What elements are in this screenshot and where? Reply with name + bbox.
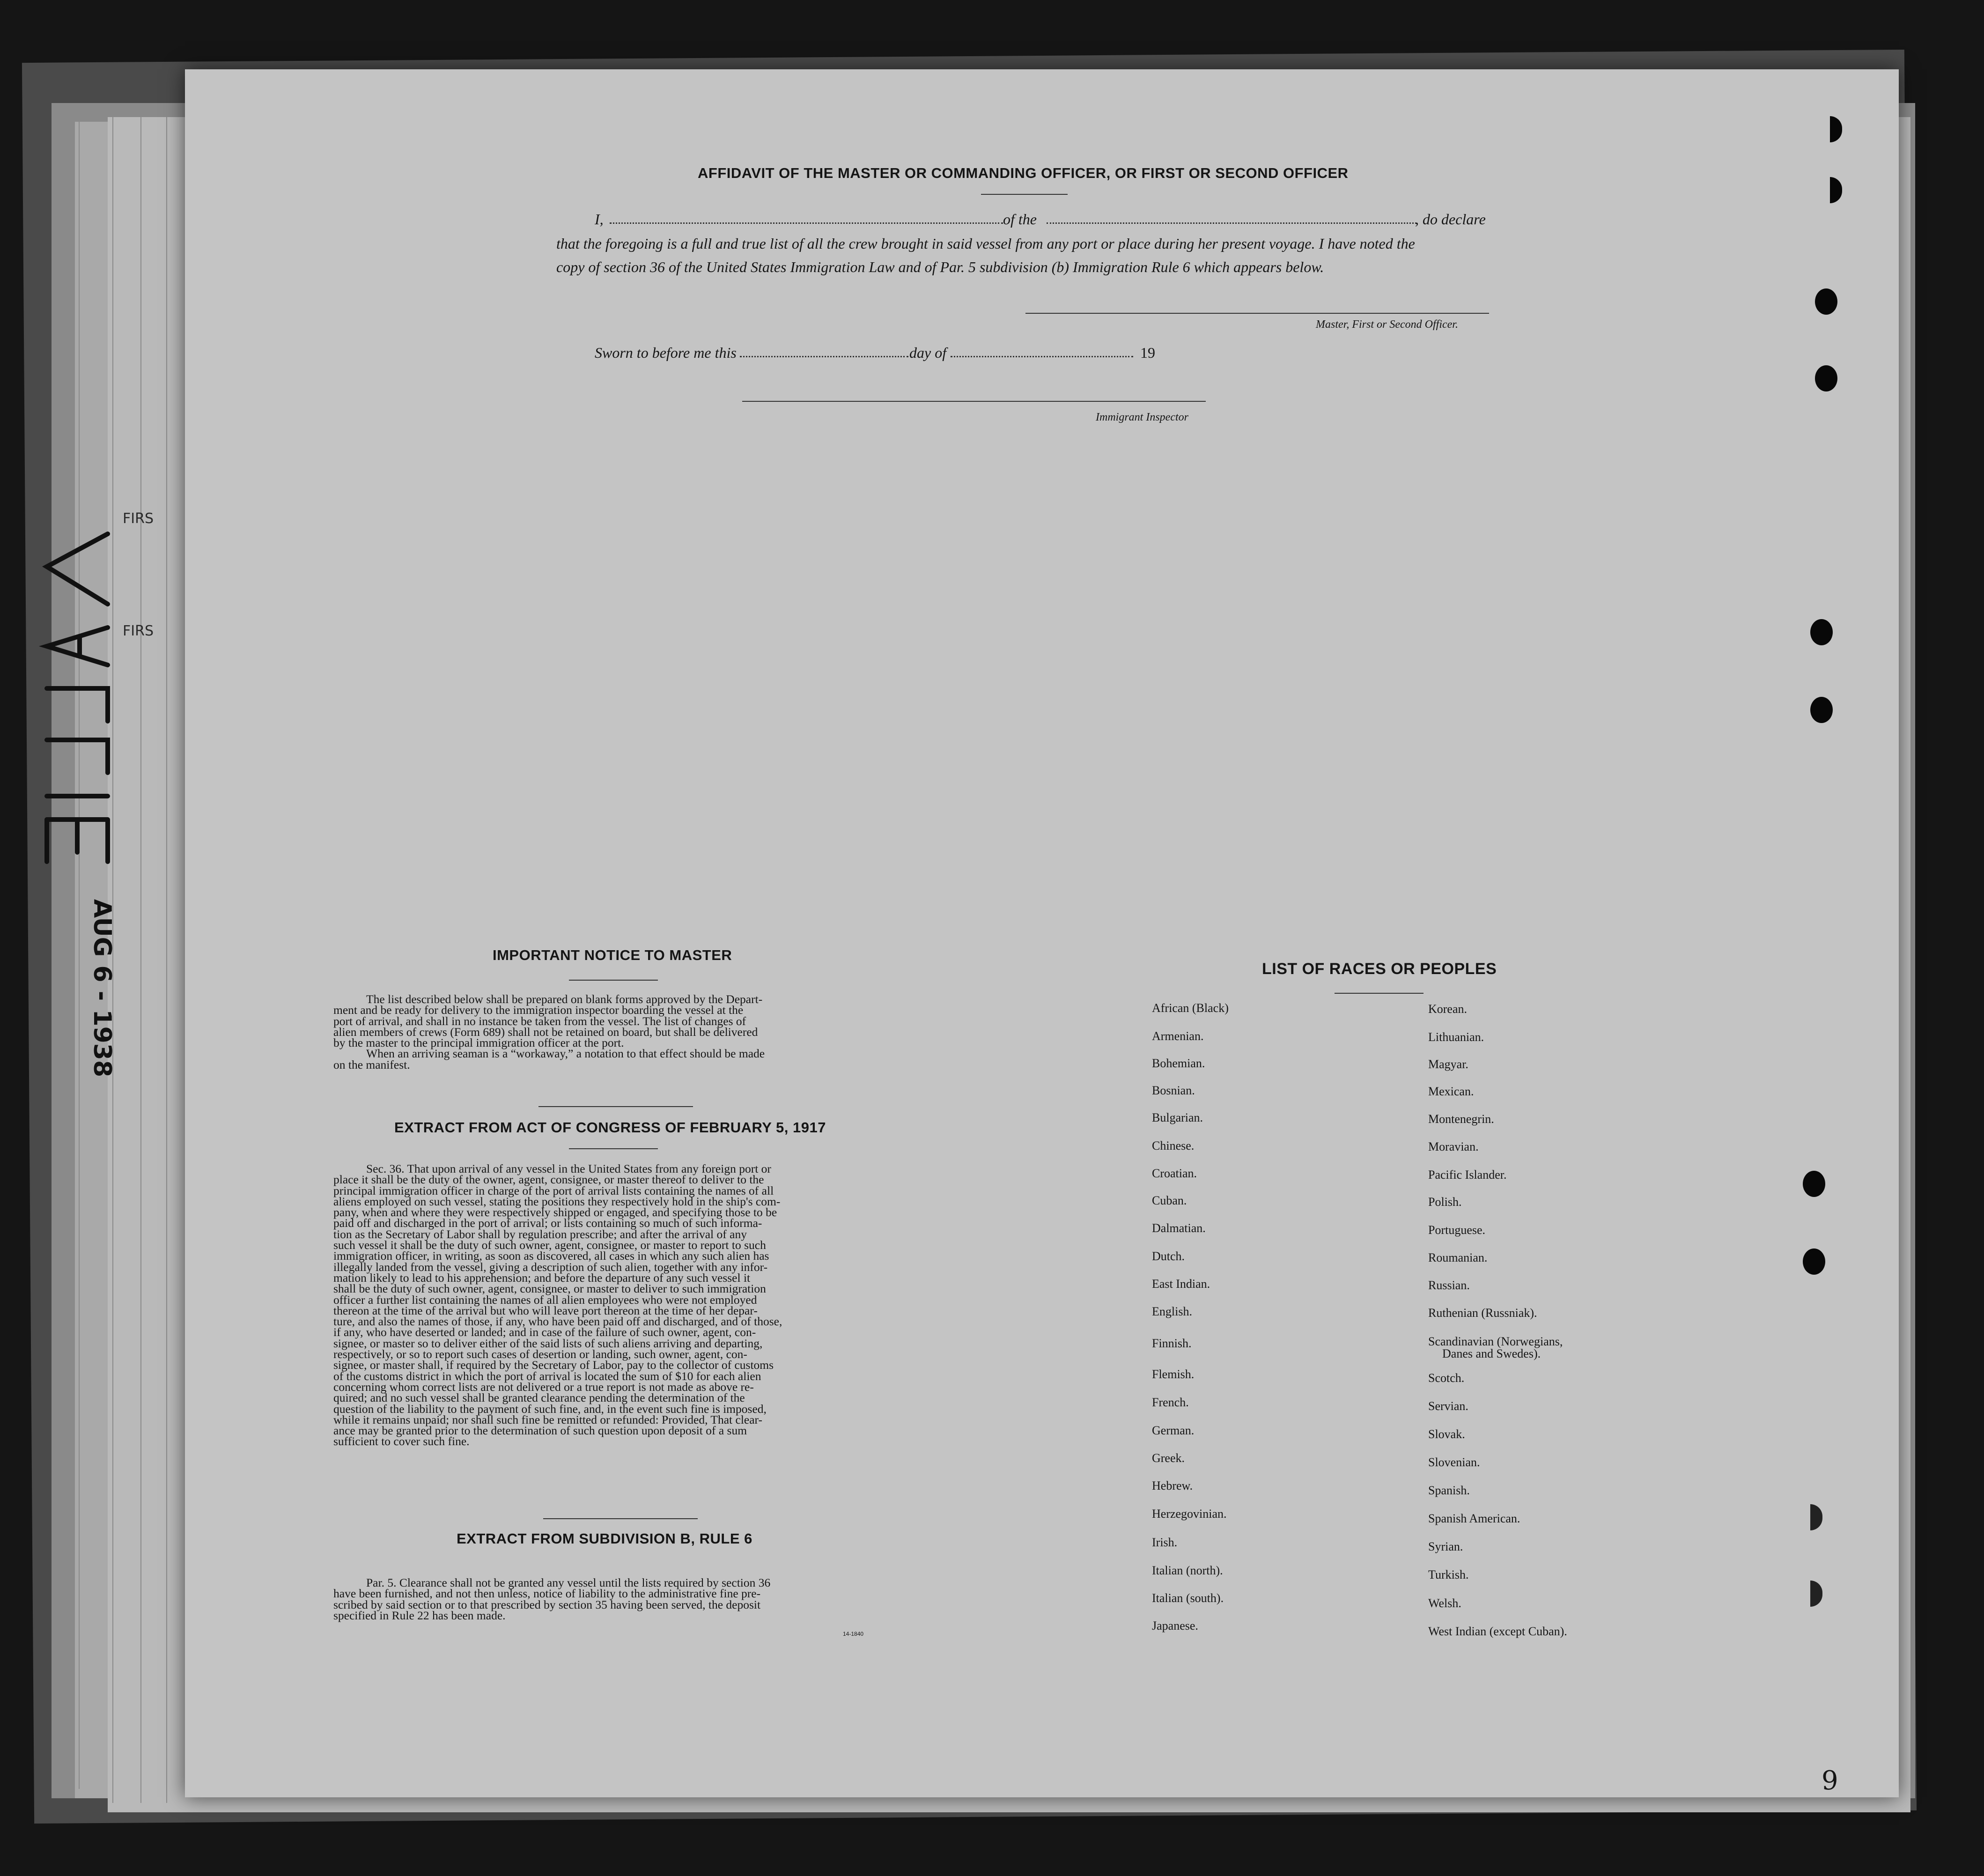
notice-paragraph xyxy=(333,994,893,1070)
race-item: Danes and Swedes). xyxy=(1442,1347,1541,1360)
signature-label: Master, First or Second Officer. xyxy=(1316,318,1458,331)
page-edge-line xyxy=(79,122,80,1789)
race-item: Scotch. xyxy=(1428,1371,1465,1385)
rule-line: Par. 5. Clearance shall not be granted any vessel until the lists required by section 36 xyxy=(366,1576,771,1589)
notice-line: When an arriving seaman is a “workaway,” a notation to that effect should be made xyxy=(366,1047,765,1061)
act-line: quired; and no such vessel shall be granted clearance pending the determination of the xyxy=(333,1391,745,1405)
race-item: Dalmatian. xyxy=(1152,1221,1206,1235)
act-line: thereon at the time of the arrival but who will leave port thereon at the time of her depar- xyxy=(333,1303,758,1317)
race-item: Slovenian. xyxy=(1428,1455,1480,1469)
race-item: French. xyxy=(1152,1396,1189,1409)
act-line: signee, or master so to deliver either of the said lists of such aliens arriving and departing, xyxy=(333,1336,763,1350)
extract-rule-paragraph xyxy=(333,1577,893,1621)
punch-hole xyxy=(1810,619,1833,645)
race-item: Italian (south). xyxy=(1152,1591,1224,1605)
act-line: question of the liability to the payment of such fine, and, in the event such fine is imposed, xyxy=(333,1402,767,1416)
race-item: English. xyxy=(1152,1305,1192,1318)
race-item: Spanish American. xyxy=(1428,1512,1520,1525)
document-page xyxy=(185,69,1899,1797)
affidavit-i-label: I, xyxy=(595,211,604,228)
race-item: Finnish. xyxy=(1152,1337,1192,1350)
race-item: Scandinavian (Norwegians, xyxy=(1428,1335,1563,1348)
race-item: Servian. xyxy=(1428,1399,1468,1413)
race-item: Herzegovinian. xyxy=(1152,1507,1227,1521)
date-stamp-text: AUG 6 - 1938 xyxy=(88,899,116,1078)
handwritten-name-strokes xyxy=(28,524,122,908)
act-line: paid off and discharged in the port of arrival; or lists containing so much of such informa- xyxy=(333,1216,762,1230)
affidavit-body-line: copy of section 36 of the United States Immigration Law and of Par. 5 subdivision (b) Immigration Rule 6 which appears below. xyxy=(556,259,1324,275)
notice-line: on the manifest. xyxy=(333,1057,410,1071)
race-item: Bohemian. xyxy=(1152,1056,1205,1070)
race-item: Irish. xyxy=(1152,1536,1178,1549)
divider xyxy=(538,1106,693,1107)
act-line: respectively, or so to report such cases of desertion or landing, such owner, agent, con- xyxy=(333,1347,747,1361)
punch-hole xyxy=(1803,1248,1825,1275)
punch-hole xyxy=(1815,365,1837,391)
act-line: aliens employed on such vessel, stating the positions they respectively hold in the ship's com- xyxy=(333,1194,781,1208)
signature-line xyxy=(1025,313,1489,314)
punch-hole xyxy=(1815,288,1837,315)
race-item: Roumanian. xyxy=(1428,1251,1488,1264)
page-edge-line xyxy=(140,117,141,1803)
vessel-blank xyxy=(1047,222,1416,224)
punch-hole xyxy=(1803,1171,1825,1197)
affidavit-title: AFFIDAVIT OF THE MASTER OR COMMANDING OFFICER, OR FIRST OR SECOND OFFICER xyxy=(698,165,1349,181)
act-line: concerning whom correct lists are not delivered or a true report is not made as above re- xyxy=(333,1380,754,1394)
race-item: Pacific Islander. xyxy=(1428,1168,1507,1182)
act-line: while it remains unpaid; nor shall such fine be remitted or refunded: Provided, That clear- xyxy=(333,1412,763,1426)
notice-line: ment and be ready for delivery to the immigration inspector boarding the vessel at the xyxy=(333,1003,744,1017)
affidavit-declare-label: , do declare xyxy=(1415,211,1486,228)
date-stamp xyxy=(83,890,121,1086)
race-item: Mexican. xyxy=(1428,1085,1474,1098)
race-item: Syrian. xyxy=(1428,1540,1463,1553)
race-item: African (Black) xyxy=(1152,1001,1229,1015)
races-title: LIST OF RACES OR PEOPLES xyxy=(1262,960,1497,978)
affidavit-of-the-label: of the xyxy=(1003,211,1037,228)
race-item: Japanese. xyxy=(1152,1619,1198,1632)
act-line: if any, who have deserted or landed; and in case of the failure of such owner, agent, con- xyxy=(333,1325,756,1339)
inspector-signature-line xyxy=(742,401,1206,402)
act-line: tion as the Secretary of Labor shall by regulation prescribe; and after the arrival of any xyxy=(333,1227,747,1241)
race-item: Welsh. xyxy=(1428,1596,1461,1610)
affidavit-body-line: that the foregoing is a full and true list of all the crew brought in said vessel from any port or place during her present voyage. I have noted the xyxy=(556,235,1415,252)
race-item: Bulgarian. xyxy=(1152,1111,1203,1124)
act-line: officer a further list containing the names of all alien employees who were not employed xyxy=(333,1293,757,1307)
edge-label: FIRS xyxy=(123,623,154,639)
act-line: sufficient to cover such fine. xyxy=(333,1434,470,1448)
rule-line: specified in Rule 22 has been made. xyxy=(333,1608,506,1622)
race-item: Portuguese. xyxy=(1428,1223,1486,1237)
rule-line: have been furnished, and not then unless, notice of liability to the administrative fine pre- xyxy=(333,1587,761,1601)
divider xyxy=(543,1518,698,1519)
race-item: Bosnian. xyxy=(1152,1084,1195,1097)
notice-line: by the master to the principal immigration officer at the port. xyxy=(333,1036,624,1050)
race-item: Moravian. xyxy=(1428,1140,1479,1153)
act-line: signee, or master shall, if required by the Secretary of Labor, pay to the collector of customs xyxy=(333,1358,774,1372)
act-line: ance may be granted prior to the determination of such question upon deposit of a sum xyxy=(333,1424,747,1438)
race-item: Ruthenian (Russniak). xyxy=(1428,1306,1537,1320)
notice-title: IMPORTANT NOTICE TO MASTER xyxy=(493,947,732,963)
act-line: immigration officer, in writing, as soon as discovered, all cases in which any such alien has xyxy=(333,1249,769,1263)
act-line: illegally landed from the vessel, giving a description of such alien, together with any infor- xyxy=(333,1260,768,1274)
race-item: Lithuanian. xyxy=(1428,1030,1484,1044)
race-item: Chinese. xyxy=(1152,1139,1195,1152)
race-item: Slovak. xyxy=(1428,1427,1465,1441)
act-line: place it shall be the duty of the owner, agent, consignee, or master thereof to deliver to the xyxy=(333,1173,764,1187)
divider xyxy=(981,194,1068,195)
race-item: Korean. xyxy=(1428,1002,1468,1016)
inspector-label: Immigrant Inspector xyxy=(1096,411,1188,423)
name-blank xyxy=(610,222,1003,224)
race-item: Dutch. xyxy=(1152,1249,1185,1263)
divider xyxy=(1335,993,1423,994)
extract-act-title: EXTRACT FROM ACT OF CONGRESS OF FEBRUARY 5, 1917 xyxy=(394,1119,826,1136)
notice-line: The list described below shall be prepared on blank forms approved by the Depart- xyxy=(366,992,763,1006)
divider xyxy=(569,1148,658,1149)
race-item: Italian (north). xyxy=(1152,1564,1223,1577)
race-item: Flemish. xyxy=(1152,1367,1195,1381)
race-item: West Indian (except Cuban). xyxy=(1428,1625,1567,1638)
day-blank xyxy=(740,356,908,357)
act-line: principal immigration officer in charge of the port of arrival lists containing the names of all xyxy=(333,1183,774,1197)
race-item: Hebrew. xyxy=(1152,1479,1193,1492)
act-line: ture, and also the names of those, if any, who have been paid off and discharged, and of those, xyxy=(333,1315,782,1329)
extract-act-paragraph xyxy=(333,1163,893,1447)
race-item: Turkish. xyxy=(1428,1568,1469,1581)
race-item: Russian. xyxy=(1428,1278,1470,1292)
race-item: Cuban. xyxy=(1152,1194,1187,1207)
act-line: Sec. 36. That upon arrival of any vessel in the United States from any foreign port or xyxy=(366,1162,771,1175)
act-line: pany, when and where they were respectively shipped or engaged, and specifying those to be xyxy=(333,1205,777,1219)
sworn-text: Sworn to before me this xyxy=(595,344,737,361)
race-item: Montenegrin. xyxy=(1428,1112,1494,1126)
act-line: such vessel it shall be the duty of such owner, agent, consignee, or master to report to such xyxy=(333,1238,766,1252)
race-item: Armenian. xyxy=(1152,1029,1204,1043)
race-item: German. xyxy=(1152,1424,1195,1437)
notice-line: port of arrival, and shall in no instance be taken from the vessel. The list of changes of xyxy=(333,1014,746,1028)
month-blank xyxy=(951,356,1133,357)
year-prefix: 19 xyxy=(1140,344,1155,361)
rule-line: scribed by said section or to that prescribed by section 35 having been served, the deposit xyxy=(333,1597,761,1611)
race-item: Croatian. xyxy=(1152,1167,1197,1180)
extract-rule-title: EXTRACT FROM SUBDIVISION B, RULE 6 xyxy=(457,1530,752,1547)
punch-hole xyxy=(1810,697,1833,723)
form-number: 14-1840 xyxy=(843,1631,864,1637)
act-line: mation likely to lead to his apprehension; and before the departure of any such vessel it xyxy=(333,1270,751,1285)
act-line: of the customs district in which the port of arrival is located the sum of $10 for each alien xyxy=(333,1369,761,1383)
race-item: Magyar. xyxy=(1428,1057,1468,1071)
page-number: 9 xyxy=(1822,1765,1838,1796)
notice-line: alien members of crews (Form 689) shall not be retained on board, but shall be delivered xyxy=(333,1025,758,1039)
race-item: Spanish. xyxy=(1428,1484,1470,1497)
race-item: Polish. xyxy=(1428,1195,1462,1209)
handwritten-vessel-name xyxy=(28,524,122,908)
divider xyxy=(569,980,658,981)
edge-label: FIRS xyxy=(123,510,154,527)
race-item: East Indian. xyxy=(1152,1277,1210,1291)
act-line: shall be the duty of such owner, agent, consignee, or master to deliver to such immigration xyxy=(333,1282,766,1296)
day-of-label: day of xyxy=(909,344,947,361)
race-item: Greek. xyxy=(1152,1451,1185,1465)
page-edge-line xyxy=(166,117,167,1803)
